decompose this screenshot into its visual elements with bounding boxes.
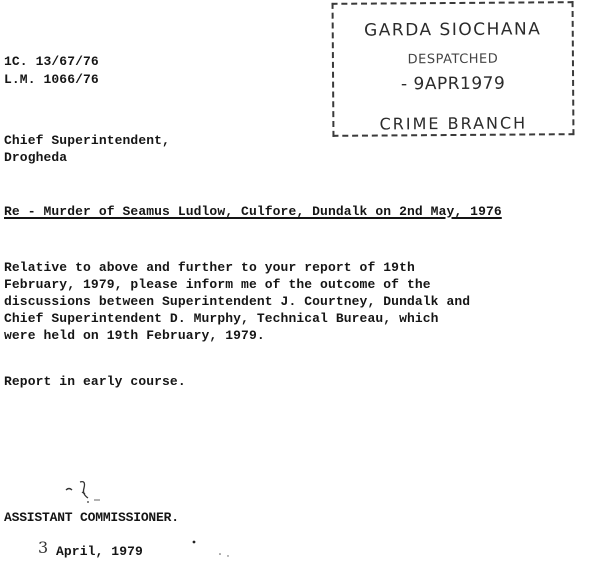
body-line: Relative to above and further to your report of 19th [4,260,415,275]
date-text: April, 1979 [56,544,143,559]
despatched-stamp [332,1,575,137]
body-paragraph [4,259,470,344]
signature-marks [58,478,118,508]
closing-line: Report in early course. [4,374,186,389]
stamp-line-date: - 9APR1979 [400,73,506,95]
body-line: Chief Superintendent D. Murphy, Technical Bureau, which [4,311,439,326]
body-line: discussions between Superintendent J. Courtney, Dundalk and [4,294,471,309]
ink-specks [190,538,240,558]
date-day-handwritten: 3 [38,538,49,557]
subject-heading: Re - Murder of Seamus Ludlow, Culfore, Dundalk on 2nd May, 1976 [4,204,502,219]
addressee-location: Drogheda [4,150,68,165]
body-line: were held on 19th February, 1979. [4,328,265,343]
stamp-line-status: DESPATCHED [407,51,499,68]
stamp-line-organization: GARDA SIOCHANA [364,19,542,41]
addressee-title: Chief Superintendent, [4,133,170,148]
body-line: February, 1979, please inform me of the outcome of the [4,277,431,292]
signature-title: ASSISTANT COMMISSIONER. [4,510,179,525]
reference-number-1: 1C. 13/67/76 [4,54,99,69]
reference-number-2: L.M. 1066/76 [4,72,99,87]
stamp-line-branch: CRIME BRANCH [379,113,528,134]
